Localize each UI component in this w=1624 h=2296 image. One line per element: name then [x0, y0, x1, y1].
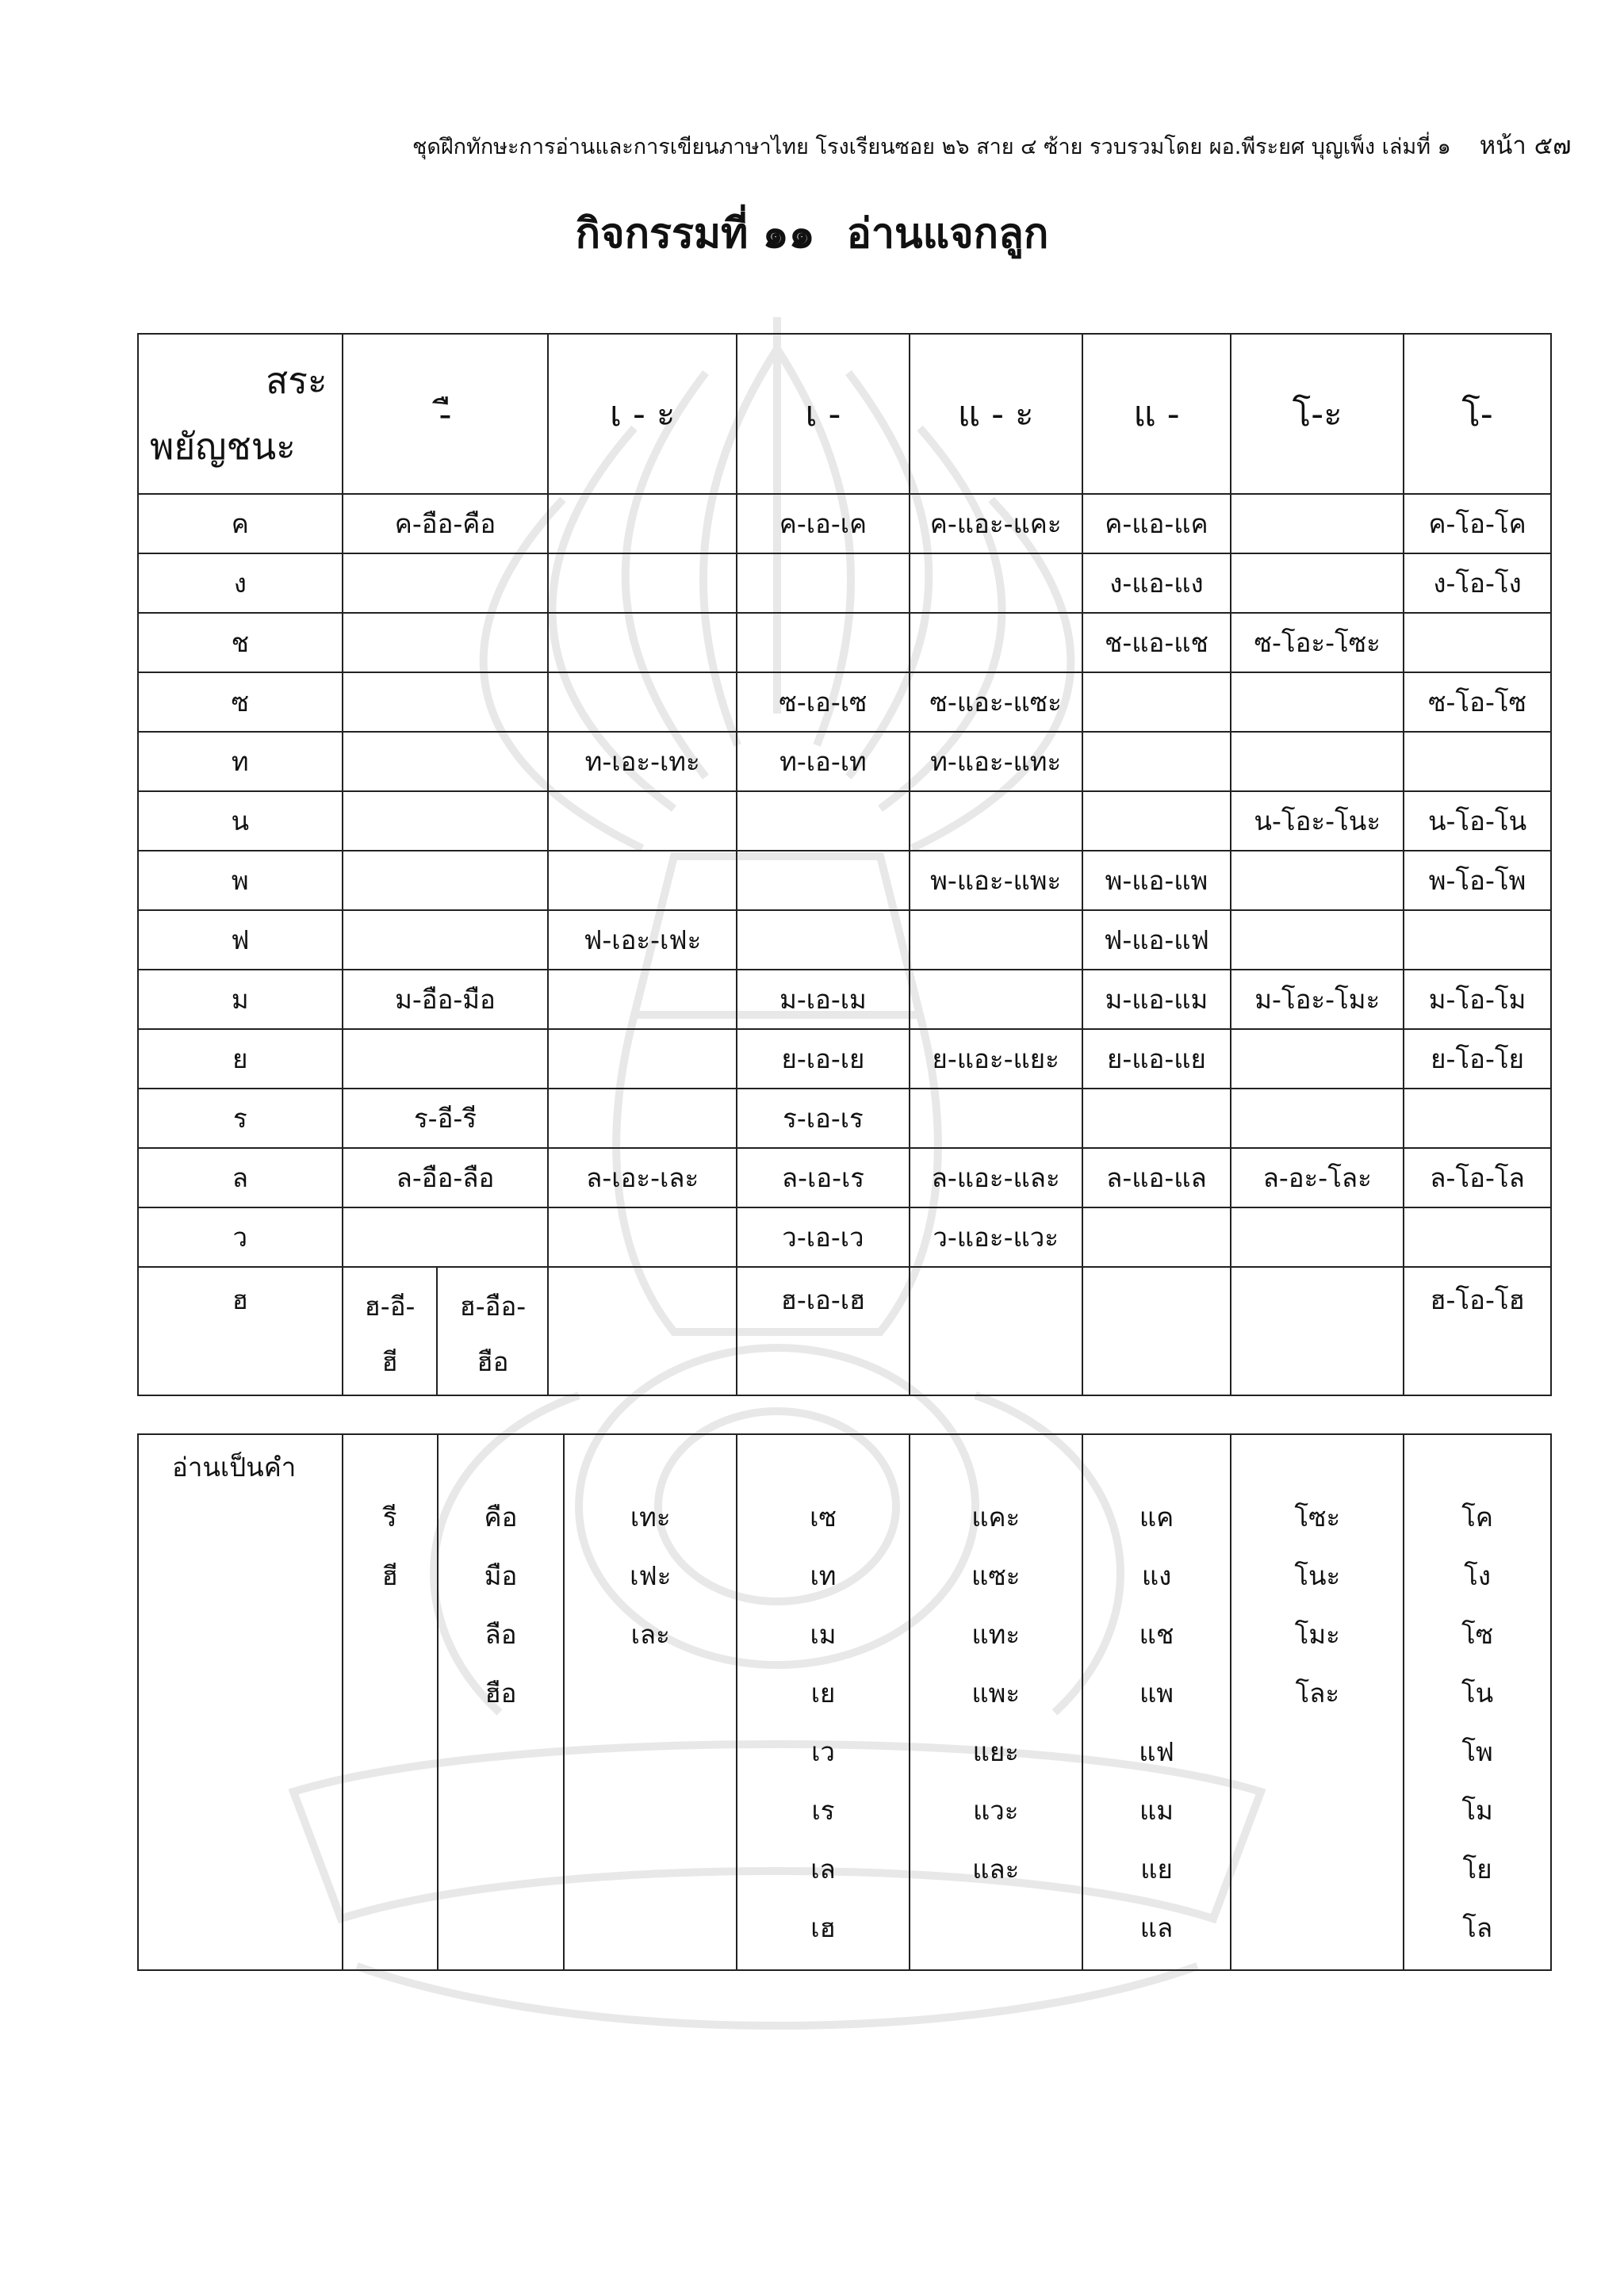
word-item: เซ	[810, 1502, 837, 1533]
word-item: แล	[1139, 1912, 1174, 1943]
word-item: โนะ	[1294, 1560, 1341, 1591]
consonant-cell: ย	[138, 1029, 343, 1089]
table-row	[138, 851, 1551, 910]
spelling-cell	[1404, 732, 1551, 791]
spelling-cell	[343, 791, 549, 851]
table-header-row	[138, 334, 1551, 494]
spelling-cell	[343, 672, 549, 732]
corner-consonant-label: พยัญชนะ	[150, 425, 296, 468]
spelling-cell	[548, 672, 737, 732]
header-text: ชุดฝึกทักษะการอ่านและการเขียนภาษาไทย โรงเรียนซอย ๒๖ สาย ๔ ซ้าย รวบรวมโดย ผอ.พีระยศ บุญเพ็ง เล่มที่ ๑	[412, 135, 1451, 159]
spelling-cell: ย-แอะ-แยะ	[910, 1029, 1082, 1089]
spelling-cell	[910, 1267, 1082, 1395]
running-header	[412, 125, 1572, 165]
table-row	[138, 553, 1551, 613]
spelling-cell	[1082, 1207, 1231, 1267]
read-words-table	[137, 1433, 1552, 1971]
spelling-cell	[548, 494, 737, 553]
table-row	[138, 791, 1551, 851]
consonant-cell: ล	[138, 1148, 343, 1207]
word-item: โซ	[1461, 1619, 1494, 1650]
word-column	[1404, 1434, 1551, 1970]
consonant-cell: ค	[138, 494, 343, 553]
spelling-cell: ร-เอ-เร	[737, 1089, 910, 1148]
word-item: มือ	[484, 1560, 518, 1591]
words-row	[138, 1434, 1551, 1970]
word-item: แค	[1139, 1502, 1174, 1533]
spelling-cell	[910, 1089, 1082, 1148]
spelling-cell	[910, 970, 1082, 1029]
spelling-cell: ม-โอะ-โมะ	[1231, 970, 1404, 1029]
spelling-cell: ซ-โอ-โซ	[1404, 672, 1551, 732]
spelling-cell	[737, 851, 910, 910]
word-item: โค	[1461, 1502, 1493, 1533]
spelling-cell	[343, 732, 549, 791]
spelling-cell: ย-เอ-เย	[737, 1029, 910, 1089]
spelling-cell: ค-อือ-คือ	[343, 494, 549, 553]
word-item: เม	[810, 1619, 837, 1650]
spelling-cell	[1231, 494, 1404, 553]
spelling-cell	[548, 791, 737, 851]
word-item: แซะ	[971, 1560, 1021, 1591]
spelling-cell: ล-แอะ-และ	[910, 1148, 1082, 1207]
spelling-cell: ย-โอ-โย	[1404, 1029, 1551, 1089]
spelling-cell: ม-แอ-แม	[1082, 970, 1231, 1029]
spelling-cell: ล-อือ-ลือ	[343, 1148, 549, 1207]
spelling-cell: พ-แอะ-แพะ	[910, 851, 1082, 910]
word-item: โม	[1461, 1795, 1493, 1826]
spelling-cell	[910, 553, 1082, 613]
spelling-cell	[1231, 1089, 1404, 1148]
spelling-cell	[548, 1089, 737, 1148]
spelling-cell	[548, 970, 737, 1029]
vowel-header: -ื	[343, 334, 549, 494]
spelling-cell: ง-แอ-แง	[1082, 553, 1231, 613]
consonant-cell: พ	[138, 851, 343, 910]
word-item: โล	[1462, 1912, 1493, 1943]
spelling-cell	[437, 1267, 548, 1395]
table-row	[138, 494, 1551, 553]
vowel-header: โ-	[1404, 334, 1551, 494]
consonant-cell: ร	[138, 1089, 343, 1148]
spelling-cell	[343, 553, 549, 613]
spelling-cell	[343, 1029, 549, 1089]
spelling-cell	[548, 1029, 737, 1089]
word-item: เทะ	[630, 1502, 671, 1533]
consonant-cell: น	[138, 791, 343, 851]
spelling-cell: ล-อะ-โละ	[1231, 1148, 1404, 1207]
spelling-cell	[343, 851, 549, 910]
word-column	[343, 1434, 438, 1970]
word-item: โละ	[1295, 1678, 1340, 1709]
spelling-cell: ล-แอ-แล	[1082, 1148, 1231, 1207]
vowel-header: แ - ะ	[910, 334, 1082, 494]
word-item: แง	[1141, 1560, 1172, 1591]
word-item: แช	[1139, 1619, 1174, 1650]
consonant-cell: ง	[138, 553, 343, 613]
table-row	[138, 1267, 1551, 1395]
spelling-cell: ฮ-เอ-เฮ	[737, 1267, 910, 1395]
spelling-cell: ล-เอะ-เละ	[548, 1148, 737, 1207]
word-item: เร	[811, 1795, 835, 1826]
table-row	[138, 1148, 1551, 1207]
table-row	[138, 672, 1551, 732]
spelling-cell: ซ-แอะ-แซะ	[910, 672, 1082, 732]
word-item: เว	[811, 1736, 835, 1767]
spelling-cell	[1231, 1029, 1404, 1089]
word-column	[737, 1434, 910, 1970]
spelling-cell	[1082, 672, 1231, 732]
spelling-cell	[1082, 732, 1231, 791]
consonant-cell: ฮ	[138, 1267, 343, 1395]
spelling-cell	[548, 553, 737, 613]
spelling-cell	[910, 791, 1082, 851]
consonant-cell: ซ	[138, 672, 343, 732]
spelling-cell	[1082, 1089, 1231, 1148]
spelling-table	[137, 333, 1552, 1396]
spelling-cell: ม-เอ-เม	[737, 970, 910, 1029]
spelling-cell: ล-โอ-โล	[1404, 1148, 1551, 1207]
spelling-cell	[343, 1207, 549, 1267]
spelling-cell: ง-โอ-โง	[1404, 553, 1551, 613]
spelling-cell: ย-แอ-แย	[1082, 1029, 1231, 1089]
spelling-line: ฮ-อือ-	[459, 1291, 527, 1322]
spelling-cell	[1404, 613, 1551, 672]
activity-name: อ่านแจกลูก	[846, 210, 1049, 258]
word-item: โพ	[1461, 1736, 1493, 1767]
spelling-cell	[910, 910, 1082, 970]
word-item: และ	[972, 1854, 1020, 1885]
spelling-line: ฮ-อี-	[364, 1291, 416, 1322]
spelling-cell: น-โอ-โน	[1404, 791, 1551, 851]
spelling-cell	[1231, 910, 1404, 970]
vowel-header: เ - ะ	[548, 334, 737, 494]
spelling-cell	[548, 613, 737, 672]
spelling-cell: ล-เอ-เร	[737, 1148, 910, 1207]
word-item: โซะ	[1294, 1502, 1341, 1533]
spelling-cell	[1231, 851, 1404, 910]
word-item: เท	[810, 1560, 837, 1591]
word-item: รี	[382, 1502, 397, 1533]
spelling-cell: ค-เอ-เค	[737, 494, 910, 553]
page-title	[0, 200, 1624, 266]
table-row	[138, 1029, 1551, 1089]
spelling-cell: พ-แอ-แพ	[1082, 851, 1231, 910]
word-item: แม	[1139, 1795, 1174, 1826]
spelling-cell	[1082, 1267, 1231, 1395]
vowel-header: แ -	[1082, 334, 1231, 494]
vowel-header: โ-ะ	[1231, 334, 1404, 494]
spelling-cell	[1231, 1207, 1404, 1267]
spelling-cell	[343, 910, 549, 970]
spelling-cell: ท-เอ-เท	[737, 732, 910, 791]
page-number: หน้า ๕๗	[1479, 132, 1572, 160]
consonant-cell: ท	[138, 732, 343, 791]
spelling-cell: ช-แอ-แช	[1082, 613, 1231, 672]
word-column	[910, 1434, 1082, 1970]
spelling-cell	[737, 553, 910, 613]
word-item: แพะ	[971, 1678, 1021, 1709]
spelling-cell: พ-โอ-โพ	[1404, 851, 1551, 910]
spelling-cell	[1404, 910, 1551, 970]
word-column	[1231, 1434, 1404, 1970]
word-item: แทะ	[971, 1619, 1021, 1650]
spelling-cell: ฟ-แอ-แฟ	[1082, 910, 1231, 970]
table-row	[138, 1207, 1551, 1267]
spelling-cell	[1231, 553, 1404, 613]
spelling-cell: ม-อือ-มือ	[343, 970, 549, 1029]
word-item: แย	[1140, 1854, 1173, 1885]
spelling-cell	[1231, 672, 1404, 732]
spelling-cell	[737, 910, 910, 970]
consonant-cell: ช	[138, 613, 343, 672]
word-item: เฟะ	[630, 1560, 672, 1591]
word-item: โน	[1461, 1678, 1494, 1709]
table-row	[138, 613, 1551, 672]
spelling-cell: น-โอะ-โนะ	[1231, 791, 1404, 851]
word-item: ฮี	[381, 1560, 398, 1591]
vowel-header: เ -	[737, 334, 910, 494]
spelling-cell: ค-โอ-โค	[1404, 494, 1551, 553]
spelling-cell: ฟ-เอะ-เฟะ	[548, 910, 737, 970]
table-row	[138, 970, 1551, 1029]
spelling-cell	[548, 1267, 737, 1395]
spelling-cell	[1404, 1207, 1551, 1267]
spelling-cell: ฮ-โอ-โฮ	[1404, 1267, 1551, 1395]
spelling-cell	[548, 1207, 737, 1267]
word-item: แฟ	[1139, 1736, 1174, 1767]
spelling-cell: ซ-เอ-เซ	[737, 672, 910, 732]
word-item: แพ	[1139, 1678, 1174, 1709]
word-item: คือ	[484, 1502, 518, 1533]
word-item: โง	[1464, 1560, 1491, 1591]
spelling-cell: ค-แอะ-แคะ	[910, 494, 1082, 553]
word-item: เละ	[630, 1619, 670, 1650]
spelling-cell: ค-แอ-แค	[1082, 494, 1231, 553]
word-item: แคะ	[971, 1502, 1021, 1533]
spelling-cell	[910, 613, 1082, 672]
spelling-line: ฮือ	[477, 1346, 509, 1377]
spelling-line: ฮี	[381, 1346, 398, 1377]
word-item: แยะ	[972, 1736, 1019, 1767]
word-item: โย	[1462, 1854, 1492, 1885]
corner-cell	[138, 334, 343, 494]
spelling-cell	[1082, 791, 1231, 851]
spelling-cell: ซ-โอะ-โซะ	[1231, 613, 1404, 672]
consonant-cell: ฟ	[138, 910, 343, 970]
spelling-cell: ว-แอะ-แวะ	[910, 1207, 1082, 1267]
spelling-cell	[1231, 1267, 1404, 1395]
word-item: เย	[810, 1678, 836, 1709]
spelling-cell	[737, 791, 910, 851]
consonant-cell: ม	[138, 970, 343, 1029]
word-column	[438, 1434, 565, 1970]
word-column	[1082, 1434, 1231, 1970]
word-item: แวะ	[972, 1795, 1019, 1826]
spelling-cell: ร-อี-รี	[343, 1089, 549, 1148]
spelling-cell: ท-แอะ-แทะ	[910, 732, 1082, 791]
spelling-cell: ม-โอ-โม	[1404, 970, 1551, 1029]
consonant-cell: ว	[138, 1207, 343, 1267]
word-item: ฮือ	[485, 1678, 517, 1709]
table-row	[138, 1089, 1551, 1148]
table-row	[138, 910, 1551, 970]
activity-number: กิจกรรมที่ ๑๑	[575, 210, 815, 258]
word-item: เล	[810, 1854, 836, 1885]
spelling-cell	[548, 851, 737, 910]
words-label: อ่านเป็นคำ	[138, 1434, 343, 1970]
spelling-cell: ว-เอ-เว	[737, 1207, 910, 1267]
spelling-cell	[1404, 1089, 1551, 1148]
corner-vowel-label: สระ	[266, 359, 327, 402]
word-column	[564, 1434, 737, 1970]
spelling-cell	[737, 613, 910, 672]
spelling-cell	[343, 1267, 438, 1395]
spelling-cell: ท-เอะ-เทะ	[548, 732, 737, 791]
spelling-cell	[343, 613, 549, 672]
word-item: โมะ	[1294, 1619, 1340, 1650]
word-item: ลือ	[485, 1619, 517, 1650]
spelling-cell	[1231, 732, 1404, 791]
table-row	[138, 732, 1551, 791]
word-item: เฮ	[810, 1912, 836, 1943]
